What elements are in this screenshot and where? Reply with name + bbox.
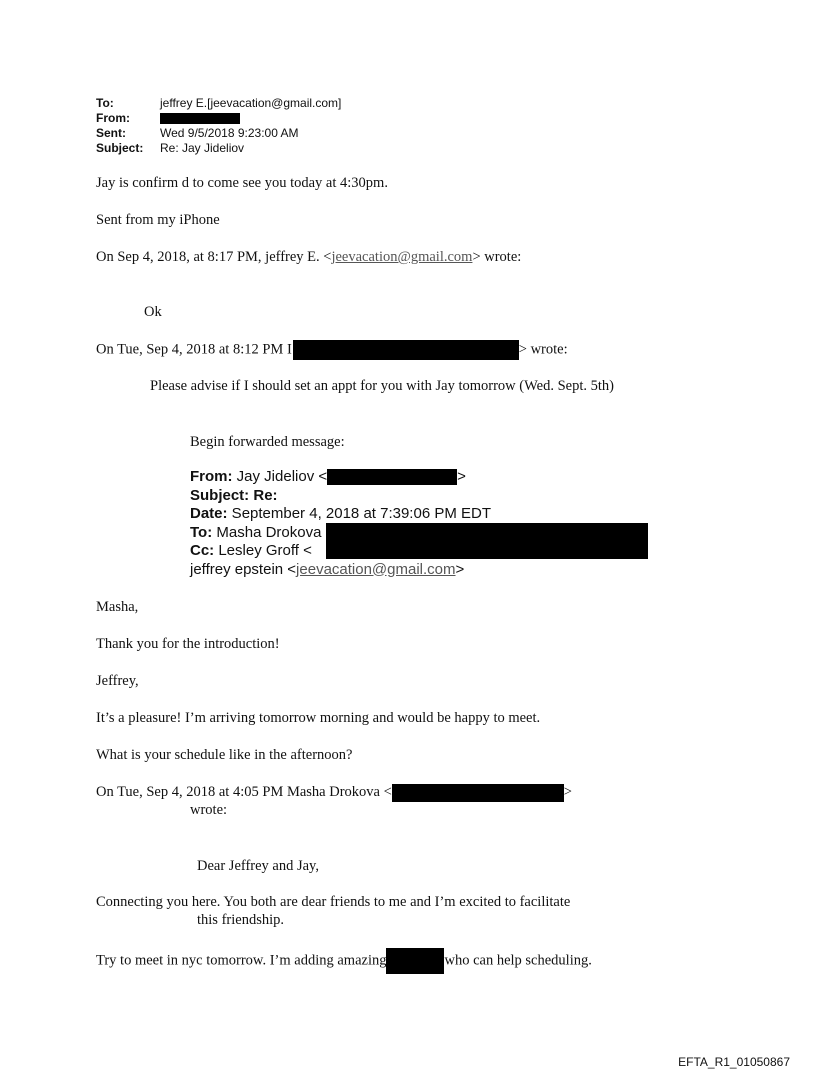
to-value: jeffrey E.[jeevacation@gmail.com]	[160, 96, 342, 110]
subject-value: Re: Jay Jideliov	[160, 141, 245, 155]
fwd-from-row	[190, 468, 491, 487]
header-from-row	[96, 111, 341, 126]
fwd-from-label: From:	[190, 468, 233, 485]
to-label: To:	[96, 96, 114, 110]
subject-label: Subject:	[96, 141, 144, 155]
body-line-confirm: Jay is confirm d to come see you today at 4:30pm.	[96, 175, 388, 191]
body-line-please-advise: Please advise if I should set an appt for you with Jay tomorrow (Wed. Sept. 5th)	[150, 378, 614, 394]
fwd-cc2-suffix: >	[455, 560, 465, 578]
body-line-sent-from: Sent from my iPhone	[96, 212, 220, 228]
thread-on-tue-405	[96, 783, 572, 802]
redaction-box	[326, 523, 648, 559]
body-line-on-sep-4	[96, 248, 521, 266]
fwd-date-label: Date:	[190, 505, 228, 522]
thread-thanks: Thank you for the introduction!	[96, 636, 280, 652]
from-value	[160, 111, 240, 126]
fwd-cc-label: Cc:	[190, 542, 215, 559]
email-header	[96, 96, 341, 156]
begin-forwarded-label: Begin forwarded message:	[190, 434, 345, 450]
redaction-box	[392, 784, 564, 802]
on-sep-4-suffix: > wrote:	[472, 249, 522, 265]
body-line-ok: Ok	[144, 304, 162, 320]
fwd-from-close: >	[457, 468, 466, 485]
on-tue-prefix: On Tue, Sep 4, 2018 at 8:12 PM I	[96, 341, 292, 358]
thread-jeffrey: Jeffrey,	[96, 673, 139, 689]
sent-label: Sent:	[96, 126, 126, 140]
fwd-cc2-prefix: jeffrey epstein <	[190, 560, 297, 578]
thread-connecting: Connecting you here. You both are dear friends to me and I’m excited to facilitate	[96, 894, 571, 910]
sent-value: Wed 9/5/2018 9:23:00 AM	[160, 126, 299, 140]
on-tue-405-suffix: >	[563, 784, 572, 800]
thread-wrote: wrote:	[190, 802, 228, 818]
redaction-box	[386, 948, 444, 974]
from-label: From:	[96, 111, 130, 125]
redaction-box	[160, 113, 240, 124]
fwd-to-value: Masha Drokova	[212, 523, 322, 541]
thread-dear: Dear Jeffrey and Jay,	[197, 858, 319, 874]
redaction-box	[293, 340, 519, 360]
on-tue-405-prefix: On Tue, Sep 4, 2018 at 4:05 PM Masha Drokova <	[96, 784, 392, 800]
email-link[interactable]: jeevacation@gmail.com	[331, 249, 473, 265]
fwd-date-row	[190, 505, 491, 524]
redaction-box	[327, 469, 457, 485]
thread-masha: Masha,	[96, 599, 139, 615]
try-meet-prefix: Try to meet in nyc tomorrow. I’m adding amazing	[96, 952, 387, 969]
thread-schedule: What is your schedule like in the afternoon?	[96, 747, 353, 763]
fwd-cc2-row	[190, 561, 491, 580]
fwd-subject-label: Subject:	[190, 486, 250, 504]
fwd-subject-value: Re:	[249, 486, 278, 504]
thread-friendship: this friendship.	[197, 912, 284, 928]
try-meet-suffix: who can help scheduling.	[444, 952, 592, 969]
document-id: EFTA_R1_01050867	[678, 1055, 790, 1069]
fwd-from-value: Jay Jideliov <	[232, 468, 328, 485]
fwd-date-value: September 4, 2018 at 7:39:06 PM EDT	[227, 505, 491, 522]
fwd-subject-row	[190, 487, 491, 506]
header-subject-row	[96, 141, 341, 156]
body-line-on-tue-812	[96, 340, 568, 360]
email-link[interactable]: jeevacation@gmail.com	[296, 560, 456, 578]
on-tue-suffix: > wrote:	[518, 341, 568, 358]
on-sep-4-prefix: On Sep 4, 2018, at 8:17 PM, jeffrey E. <	[96, 249, 332, 265]
thread-try-meet	[96, 948, 592, 974]
header-to-row	[96, 96, 341, 111]
thread-pleasure: It’s a pleasure! I’m arriving tomorrow morning and would be happy to meet.	[96, 710, 541, 726]
header-sent-row	[96, 126, 341, 141]
fwd-cc-value: Lesley Groff <	[214, 542, 312, 559]
fwd-to-label: To:	[190, 523, 213, 541]
